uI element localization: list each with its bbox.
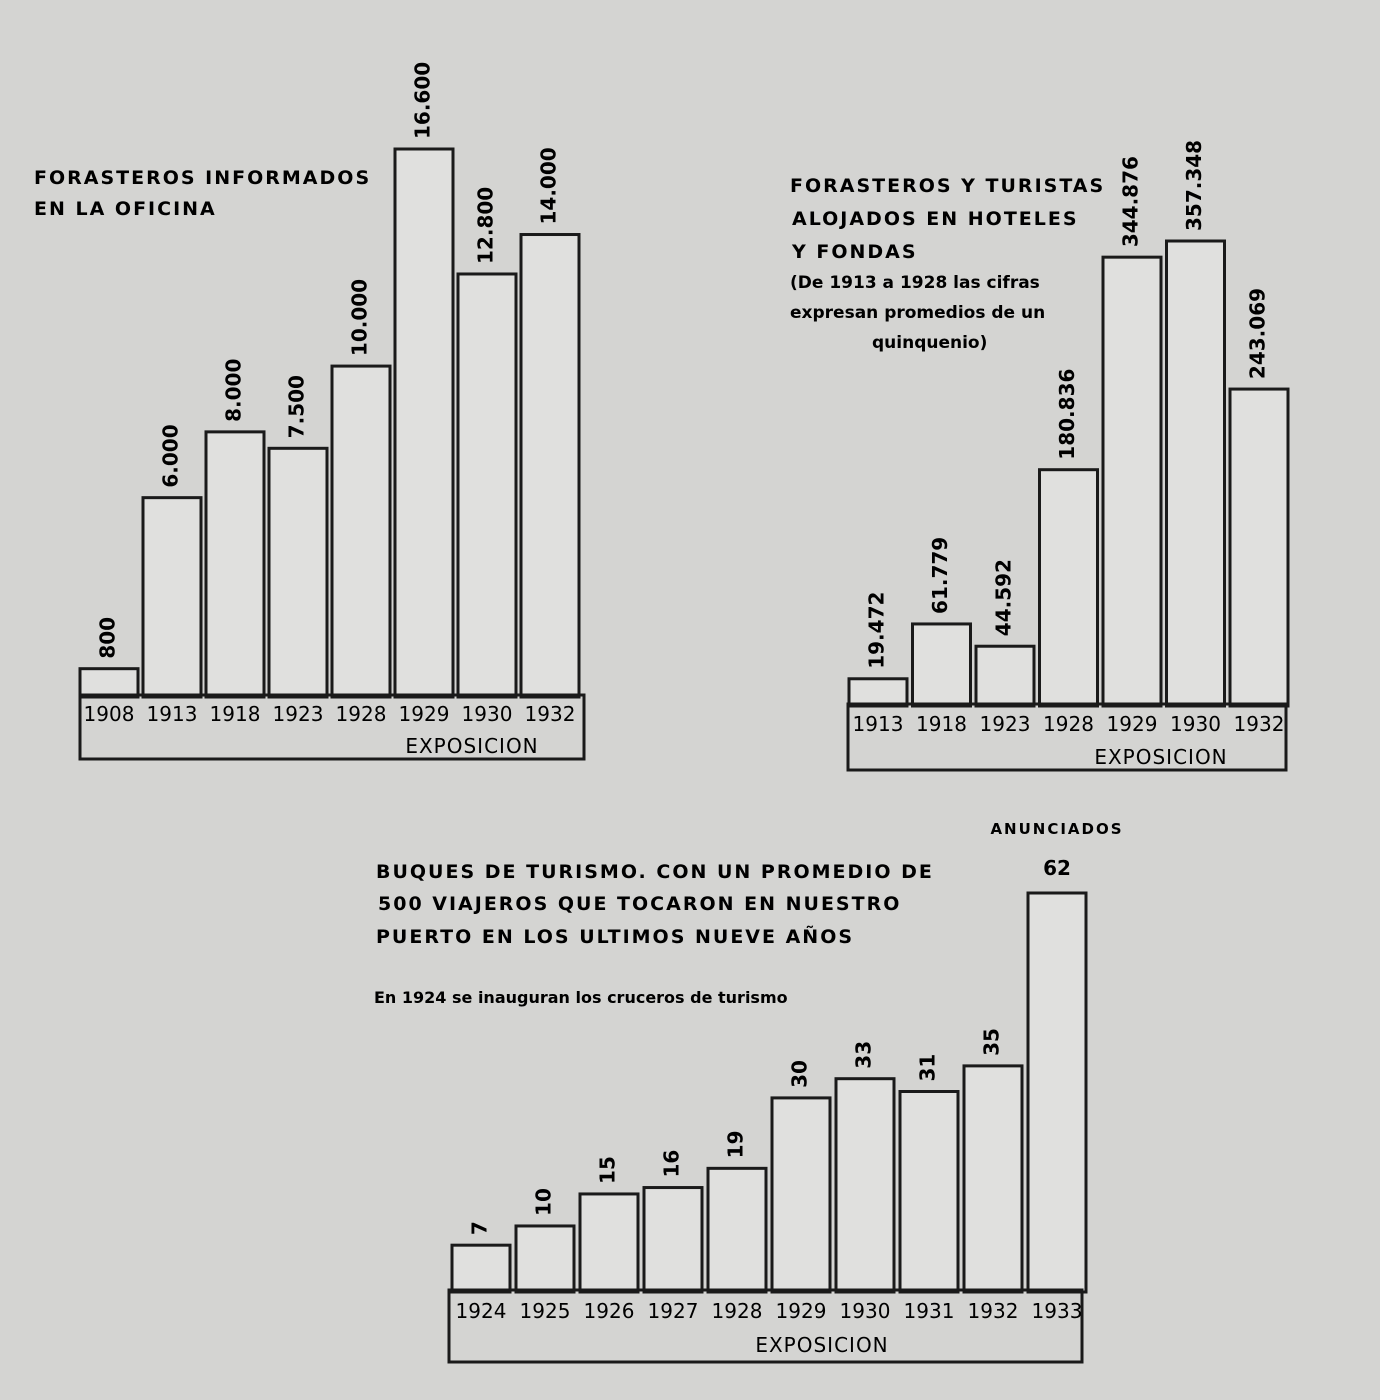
chart2-category-label-1923: 1923 [979,712,1031,736]
chart3-value-label-1929: 30 [787,1060,812,1088]
chart2-title-line-1: FORASTEROS Y TURISTAS [790,175,1106,197]
chart3-title-line-2: 500 VIAJEROS QUE TOCARON EN NUESTRO [378,893,902,915]
chart1-bar-1918 [206,432,264,697]
chart3-bar-1926 [580,1194,638,1292]
chart1-category-label-1923: 1923 [272,702,324,726]
chart3-bar-1933 [1028,893,1086,1292]
chart2-category-label-1929: 1929 [1106,712,1158,736]
chart2-value-label-1918: 61.779 [928,536,952,614]
chart2-value-label-1932: 243.069 [1245,287,1270,380]
chart3-category-label-1928: 1928 [711,1299,763,1323]
chart3-note-line-1: En 1924 se inauguran los cruceros de turismo [374,988,788,1007]
chart3-bar-1930 [836,1079,894,1292]
chart2-value-label-1923: 44.592 [991,559,1016,637]
chart2-bar-1932 [1230,389,1288,706]
chart1-value-label-1908: 800 [95,616,120,659]
chart1-category-label-1918: 1918 [209,702,261,726]
chart2-value-label-1928: 180.836 [1055,368,1079,460]
chart1-category-label-1913: 1913 [146,702,198,726]
chart2-value-label-1930: 357.348 [1182,139,1206,231]
chart2-category-label-1930: 1930 [1170,712,1221,736]
chart1-category-label-1928: 1928 [335,702,387,726]
chart2-note-line-1: (De 1913 a 1928 las cifras [790,273,1040,293]
chart3-value-label-1930: 33 [851,1040,876,1069]
chart1-category-label-1932: 1932 [524,702,576,726]
chart-forasteros-informados [34,62,584,759]
chart2-category-label-1928: 1928 [1043,712,1094,736]
chart1-bar-1929 [395,149,453,697]
chart1-bar-1908 [80,669,138,697]
chart1-value-label-1930: 12.800 [473,186,498,264]
chart2-bar-1913 [849,679,907,706]
chart1-value-label-1913: 6.000 [158,424,183,488]
chart3-title-line-1: BUQUES DE TURISMO. CON UN PROMEDIO DE [376,861,934,883]
chart2-title-line-3: Y FONDAS [792,241,918,263]
chart3-value-label-1927: 16 [659,1149,684,1178]
chart3-value-label-1933: 62 [1043,856,1071,880]
chart3-value-label-1924: 7 [467,1221,492,1236]
chart3-category-label-1932: 1932 [967,1299,1019,1323]
chart1-value-label-1928: 10.000 [347,278,372,357]
chart3-bar-1927 [644,1188,702,1292]
chart3-category-label-1931: 1931 [903,1299,955,1323]
chart2-category-label-1932: 1932 [1233,712,1285,736]
chart2-value-label-1929: 344.876 [1118,156,1143,248]
chart3-bar-1925 [516,1226,574,1292]
chart3-category-label-1924: 1924 [455,1299,507,1323]
chart3-bar-1924 [452,1245,510,1292]
chart1-value-label-1932: 14.000 [536,147,561,225]
chart1-category-label-1929: 1929 [398,702,450,726]
chart2-footer: EXPOSICION [1094,745,1228,769]
chart3-category-label-1933: 1933 [1031,1299,1083,1323]
chart1-footer: EXPOSICION [405,734,539,758]
chart3-category-label-1927: 1927 [647,1299,699,1323]
chart-forasteros-turistas [790,140,1288,770]
chart3-category-label-1929: 1929 [775,1299,827,1323]
chart3-value-label-1928: 19 [723,1130,748,1159]
chart3-value-label-1932: 35 [979,1028,1004,1056]
chart3-bar-1931 [900,1092,958,1293]
chart2-bar-1923 [976,646,1034,706]
chart2-title-line-2: ALOJADOS EN HOTELES [792,208,1079,230]
chart3-value-label-1925: 10 [531,1188,556,1216]
chart2-bar-1928 [1040,470,1098,706]
chart3-title-line-3: PUERTO EN LOS ULTIMOS NUEVE AÑOS [376,926,855,948]
chart2-note-line-3: quinquenio) [872,333,988,353]
chart3-bar-1932 [964,1066,1022,1292]
chart2-category-label-1913: 1913 [852,712,904,736]
chart1-bar-1930 [458,274,516,697]
chart1-bar-1928 [332,366,390,697]
chart3-value-label-1926: 15 [595,1156,620,1184]
chart1-value-label-1929: 16.600 [410,61,435,139]
chart1-value-label-1918: 8.000 [221,358,246,422]
chart3-annotation: ANUNCIADOS [990,820,1124,838]
chart3-category-label-1930: 1930 [839,1299,891,1323]
chart3-category-label-1925: 1925 [519,1299,571,1323]
chart1-bar-1932 [521,235,579,697]
chart2-note-line-2: expresan promedios de un [790,303,1046,323]
chart3-category-label-1926: 1926 [583,1299,635,1323]
chart3-bar-1929 [772,1098,830,1292]
chart2-bar-1929 [1103,257,1161,706]
chart2-value-label-1913: 19.472 [864,591,889,669]
chart2-bar-1930 [1167,241,1225,706]
chart2-category-label-1918: 1918 [916,712,967,736]
chart3-bar-1928 [708,1168,766,1292]
chart-buques-turismo [374,820,1124,1362]
chart3-value-label-1931: 31 [915,1053,940,1082]
chart1-bar-1923 [269,448,327,697]
chart1-title-line-2: EN LA OFICINA [34,198,217,220]
chart1-category-label-1930: 1930 [461,702,513,726]
chart1-value-label-1923: 7.500 [284,375,309,439]
chart1-bar-1913 [143,498,201,697]
chart1-title-line-1: FORASTEROS INFORMADOS [34,167,372,189]
chart2-bar-1918 [913,624,971,706]
chart1-category-label-1908: 1908 [83,702,135,726]
chart3-footer: EXPOSICION [755,1333,889,1357]
